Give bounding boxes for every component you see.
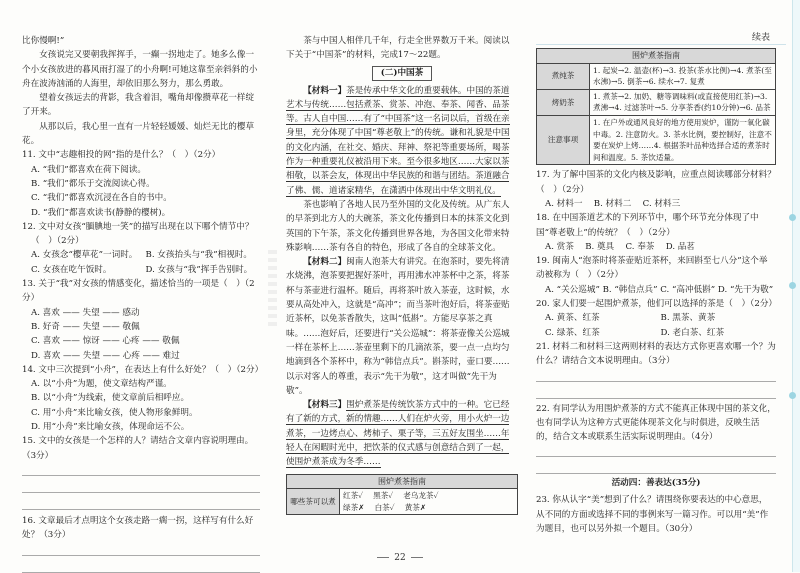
option[interactable]: A. 赏茶 xyxy=(545,241,574,252)
header-rule xyxy=(536,44,786,45)
column-middle xyxy=(286,34,518,515)
option[interactable]: C. 奉茶 xyxy=(625,241,655,252)
page-number: 22 xyxy=(365,553,435,563)
side-dot xyxy=(789,214,796,221)
row-label: 烤奶茶 xyxy=(537,89,590,115)
answer-line[interactable] xyxy=(536,457,776,474)
question-16: 16. 文章最后才点明这个女孩走路一瘸一拐，这样写有什么好处？（3分） xyxy=(22,515,254,541)
option[interactable]: C. 喜欢 —— 惊讶 —— 心疼 —— 敬佩 xyxy=(31,336,180,347)
option[interactable]: B. “我们”都乐于交流阅读心得。 xyxy=(31,178,155,189)
row-content: 1. 煮茶→2. 加奶、糖等调味料(或直接使用红茶)→3. 煮沸→4. 过滤茶叶→5. 分享茶香(约10分钟)→6. 品茶 xyxy=(590,89,776,115)
story-paragraph: 女孩说完又要朝我挥挥手，一癫一拐地走了。她多么像一个小女孩放进的暮风雨打湿了的小舟啊!可她这靠至亲斜斜的小舟在波涛汹涌的人海里，却依旧那么努力，那么勇敢。 xyxy=(22,50,258,89)
option[interactable]: B. 以“小舟”为线索，使文章前后相呼应。 xyxy=(31,393,190,404)
option[interactable]: B. “韩信点兵” xyxy=(602,284,658,295)
table-title: 围炉煮茶指南 xyxy=(537,49,776,64)
option[interactable]: D. 女孩与“我”挥手告别时。 xyxy=(145,264,253,275)
answer-line[interactable] xyxy=(22,463,260,476)
answer-line[interactable] xyxy=(22,543,260,556)
option[interactable]: A. “我们”都喜欢在荷下阅读。 xyxy=(31,164,146,175)
option[interactable]: C. 材料三 xyxy=(642,198,681,209)
option[interactable]: A. “关公巡城” xyxy=(545,284,600,295)
small-guide-table xyxy=(286,474,518,516)
column-left xyxy=(22,34,264,573)
answer-line[interactable] xyxy=(22,556,260,573)
answer-line[interactable] xyxy=(536,382,776,399)
question-20: 20. 家人们要一起围炉煮茶，他们可以选择的茶是（ ）（2分） xyxy=(536,299,778,310)
section-heading: (二)中国茶 xyxy=(286,66,518,81)
options-row xyxy=(536,283,776,297)
column-right xyxy=(536,48,776,536)
answer-line[interactable] xyxy=(536,369,776,382)
side-dot xyxy=(789,392,796,399)
question-11: 11. 文中“志趣相投的网”指的是什么？（ ）（2分） xyxy=(22,150,221,161)
question-12: 12. 文中对女孩“腼腆地一笑”的描写出现在以下哪个情节中？ xyxy=(22,221,254,232)
table-row-label: 哪些茶可以煮 xyxy=(287,489,340,515)
story-paragraph: 望着女孩远去的背影，我含着泪，嘴角却像攒草花一样绽了开来。 xyxy=(22,93,255,118)
activity-heading: 活动四：善表达(35分) xyxy=(611,478,701,489)
material-2-text: 闽南人泡茶大有讲究。在泡茶时，要先将清水烧沸，泡茶要把握好茶叶，再用沸水冲茶杯中之茶，将茶杯与茶壶进行温杯。随后，再将茶叶放入茶壶，这时候，水要从高处冲入，这就是“高冲”；而当茶叶泡好后，将茶壶贴近茶杯，以免茶香散失，这叫“低斟”。方能尽享茶之真味。……泡好后，还要进行“关公巡城”：将茶壶像关公巡城一样在茶杯上……茶壶里剩下的几滴浓茶，要一点一点均匀地滴到各个茶杯中，称为“韩信点兵”。斟茶时，壶口要……以示对客人的尊重，表示“先干为敬”，这才叫做“先干为敬”。 xyxy=(286,257,510,396)
option[interactable]: A. 黄茶、红茶 xyxy=(545,313,600,324)
option[interactable]: A. 女孩念“樱草花”一词时。 xyxy=(31,250,138,261)
question-14: 14. 文中三次提到“小舟”，在表达上有什么好处？（ ）（2分） xyxy=(22,364,264,375)
row-content: 1. 起炭→2. 温壶(杯)→3. 投茶(茶水比例)→4. 煮茶(至水沸)→5. 倒茶→6. 续水→7. 复煮 xyxy=(590,63,776,89)
options-row xyxy=(536,197,776,211)
material-3-paragraph xyxy=(286,398,518,469)
question-score: （ ）（2分） xyxy=(31,236,84,247)
question-22: 22. 有同学认为用围炉煮茶的方式不能真正体现中国的茶文化，也有同学认为这种方式更能体现茶文化与时俱进，反映生活的，结合文本或联系生活实际说明理由。（4分） xyxy=(536,403,776,443)
options-row xyxy=(536,240,776,254)
option[interactable]: D. “我们”都喜欢读书(静静的樱树)。 xyxy=(31,207,171,218)
option[interactable]: D. 用“小舟”来比喻女孩，体现命运不公。 xyxy=(31,422,190,433)
story-line: 比你慢啊!” xyxy=(22,36,65,46)
question-17: 17. 为了解中国茶的文化内核及影响，应重点阅读哪部分材料？（ ）（2分） xyxy=(536,170,776,195)
question-18: 18. 在中国茶道艺术的下列环节中，哪个环节充分体现了中国“尊老敬上”的传统？（ ）（2分） xyxy=(536,213,759,238)
material-1-paragraph xyxy=(286,84,518,198)
question-13: 13. 关于“我”对女孩的情感变化，描述恰当的一项是（ ）（2分） xyxy=(22,279,255,304)
material-1-paragraph-2: 茶也影响了各地人民乃至外国的文化及传统。从广东人的早茶到北方人的大碗茶，茶文化传播到日本的抹茶文化到英国的下午茶，茶文化传播到世界各地，为各国文化带来特殊影响……茶有各自的特色，形成了各自的全球茶文化。 xyxy=(286,199,510,253)
material-1-label: 【材料一】 xyxy=(303,85,347,96)
binding-spine xyxy=(268,250,277,330)
option[interactable]: B. 黑茶、黄茶 xyxy=(660,313,716,324)
material-3-label: 【材料三】 xyxy=(303,400,347,411)
reading-intro: 茶与中国人相伴几千年，行走全世界数万千米。阅读以下关于“中国茶”的材料，完成17～22题。 xyxy=(286,36,510,61)
option[interactable]: C. “高冲低斟” xyxy=(660,284,716,295)
row-label: 注意事项 xyxy=(537,115,590,164)
option[interactable]: A. 以“小舟”为题，使文章结构严谨。 xyxy=(31,379,172,390)
option[interactable]: C. 用“小舟”来比喻女孩，使人物形象鲜明。 xyxy=(31,407,198,418)
material-3-text: 围炉煮茶是传统饮茶方式中的一种。它已经有了新的方式，新的情趣……人们在炉火旁，用小火炉一边煮茶，一边烤点心、烤柿子、栗子等，三五好友围坐……年轻人在闲暇时光中，把饮茶的仪式感与创意结合到了一起，使围炉煮茶成为冬季…… xyxy=(286,400,510,468)
option[interactable]: D. 喜欢 —— 失望 —— 心疼 —— 难过 xyxy=(31,350,180,361)
side-dot xyxy=(789,282,796,289)
option[interactable]: B. 材料二 xyxy=(593,198,632,209)
question-21: 21. 材料二和材料三这两则材料的表达方式你更喜欢哪一个？为什么？请结合文本说明理由。（3分） xyxy=(536,341,776,367)
answer-line[interactable] xyxy=(22,476,260,493)
tea-list: 红茶✓ 黑茶✓ 老乌龙茶✓ 绿茶✗ 白茶✓ 黄茶✗ xyxy=(340,489,518,515)
question-23: 23. 你从认字“美”想到了什么？请围绕你要表达的中心意思，从不同的方面或选择不同的事例来写一篇习作。可以用“美”作为题目，也可以另外拟一个题目。（30分） xyxy=(536,495,769,534)
side-bar-decoration xyxy=(792,0,800,572)
guide-table xyxy=(536,48,776,165)
row-label: 煮纯茶 xyxy=(537,63,590,89)
option[interactable]: A. 材料一 xyxy=(545,198,583,209)
material-2-label: 【材料二】 xyxy=(303,257,347,268)
option[interactable]: C. “我们”都喜欢沉浸在各自的书中。 xyxy=(31,193,172,204)
option[interactable]: D. 老白茶、红茶 xyxy=(660,327,725,338)
option[interactable]: C. 女孩在吃午饭时。 xyxy=(31,264,112,275)
option[interactable]: C. 绿茶、红茶 xyxy=(545,327,600,338)
story-paragraph: 从那以后，我心里一直有一片轻轻媛媛、灿烂无比的樱草花。 xyxy=(22,121,255,147)
option[interactable]: D. 品茗 xyxy=(665,241,695,252)
answer-line[interactable] xyxy=(536,444,776,457)
continued-label: 续表 xyxy=(752,33,771,43)
option[interactable]: B. 女孩抬头与“我”相视时。 xyxy=(145,250,253,261)
answer-line[interactable] xyxy=(22,493,260,510)
material-2-paragraph xyxy=(286,255,518,398)
option[interactable]: B. 好奇 —— 失望 —— 敬佩 xyxy=(31,321,140,332)
row-content: 1. 在户外或通风良好的地方使用炭炉，谨防一氧化碳中毒。2. 注意防火。3. 茶水比例，要控制好，注意不要在炭炉上烤……4. 根据茶叶品种选择合适的煮茶时间和温度。5. 茶饮适量。 xyxy=(590,115,776,164)
material-1-text: 茶是传承中华文化的重要载体。中国的茶道艺术与传统……包括煮茶、赏茶、冲泡、奉茶、闻香、品茶等。古人自中国……有了“中国茶”这一名词以后，首级在亲身里，充分体现了中国“尊老敬上”的传统。谦和礼貌是中国的文化内涵，在社交、婚庆、拜神、祭祀等重要场所，喝茶作为一种重要礼仪被沿用下来。至今很多地区……大家以茶相敬，以茶会友，体现出中华民族的和谐与团结。茶道融合了佛、儒、道诸家精华，在潇洒中体现出中华文明礼仪。 xyxy=(286,85,510,196)
question-15: 15. 文中的女孩是一个怎样的人？请结合文章内容说明理由。（3分） xyxy=(22,436,254,461)
question-19: 19. 闽南人“泡茶时将茶壶贴近茶杯，来回斟至七八分”这个举动被称为（ ）（2分） xyxy=(536,256,768,281)
option[interactable]: A. 喜欢 —— 失望 —— 感动 xyxy=(31,307,140,318)
option[interactable]: D. “先干为敬” xyxy=(717,284,774,295)
table-title: 围炉煮茶指南 xyxy=(287,474,518,489)
option[interactable]: B. 奠具 xyxy=(585,241,615,252)
